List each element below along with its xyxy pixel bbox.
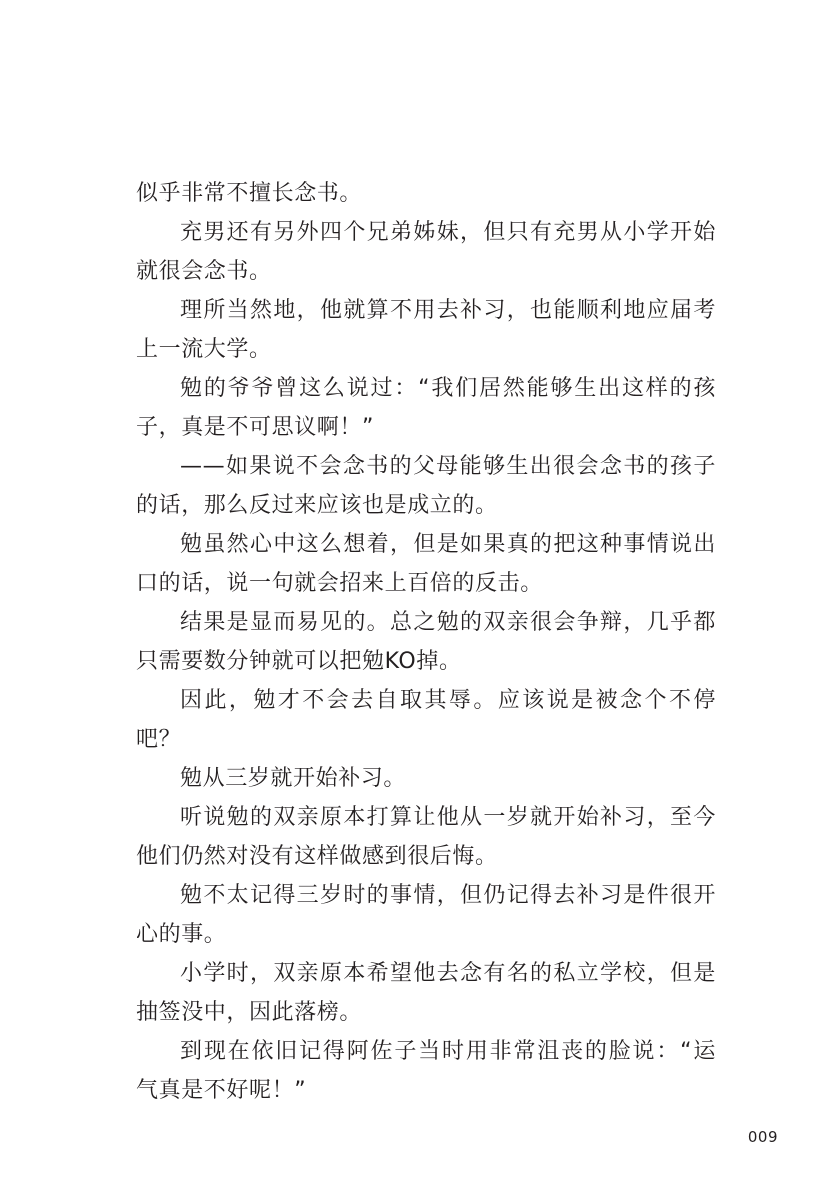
text-line: 就很会念书。 <box>136 259 272 284</box>
text-line: 勉从三岁就开始补习。 <box>180 766 407 791</box>
text-line: 因此，勉才不会去自取其辱。应该说是被念个不停 <box>180 688 716 713</box>
text-line: ——如果说不会念书的父母能够生出很会念书的孩子 <box>180 454 716 479</box>
text-line: 抽签没中，因此落榜。 <box>136 1000 363 1025</box>
text-line: 充男还有另外四个兄弟姊妹，但只有充男从小学开始 <box>180 220 716 245</box>
text-line: 上一流大学。 <box>136 337 272 362</box>
text-line: 心的事。 <box>136 922 227 947</box>
text-line: 口的话，说一句就会招来上百倍的反击。 <box>136 571 543 596</box>
text-line: 气真是不好呢！” <box>136 1078 307 1103</box>
text-line: 理所当然地，他就算不用去补习，也能顺利地应届考 <box>180 298 716 323</box>
text-line: 似乎非常不擅长念书。 <box>136 181 363 206</box>
text-line: 结果是显而易见的。总之勉的双亲很会争辩，几乎都 <box>180 610 716 635</box>
text-line: 勉的爷爷曾这么说过：“我们居然能够生出这样的孩 <box>180 376 716 401</box>
text-line: 勉虽然心中这么想着，但是如果真的把这种事情说出 <box>180 532 716 557</box>
text-line: 吧？ <box>136 727 182 752</box>
text-line: 他们仍然对没有这样做感到很后悔。 <box>136 844 498 869</box>
text-line: 子，真是不可思议啊！” <box>136 415 374 440</box>
body-text <box>136 174 716 1110</box>
text-line: 的话，那么反过来应该也是成立的。 <box>136 493 498 518</box>
text-line: 勉不太记得三岁时的事情，但仍记得去补习是件很开 <box>180 883 716 908</box>
page-number: 009 <box>747 1128 778 1146</box>
text-line: 听说勉的双亲原本打算让他从一岁就开始补习，至今 <box>180 805 716 830</box>
text-line: 只需要数分钟就可以把勉KO掉。 <box>136 649 462 674</box>
text-line: 到现在依旧记得阿佐子当时用非常沮丧的脸说：“运 <box>180 1039 716 1064</box>
text-line: 小学时，双亲原本希望他去念有名的私立学校，但是 <box>180 961 716 986</box>
